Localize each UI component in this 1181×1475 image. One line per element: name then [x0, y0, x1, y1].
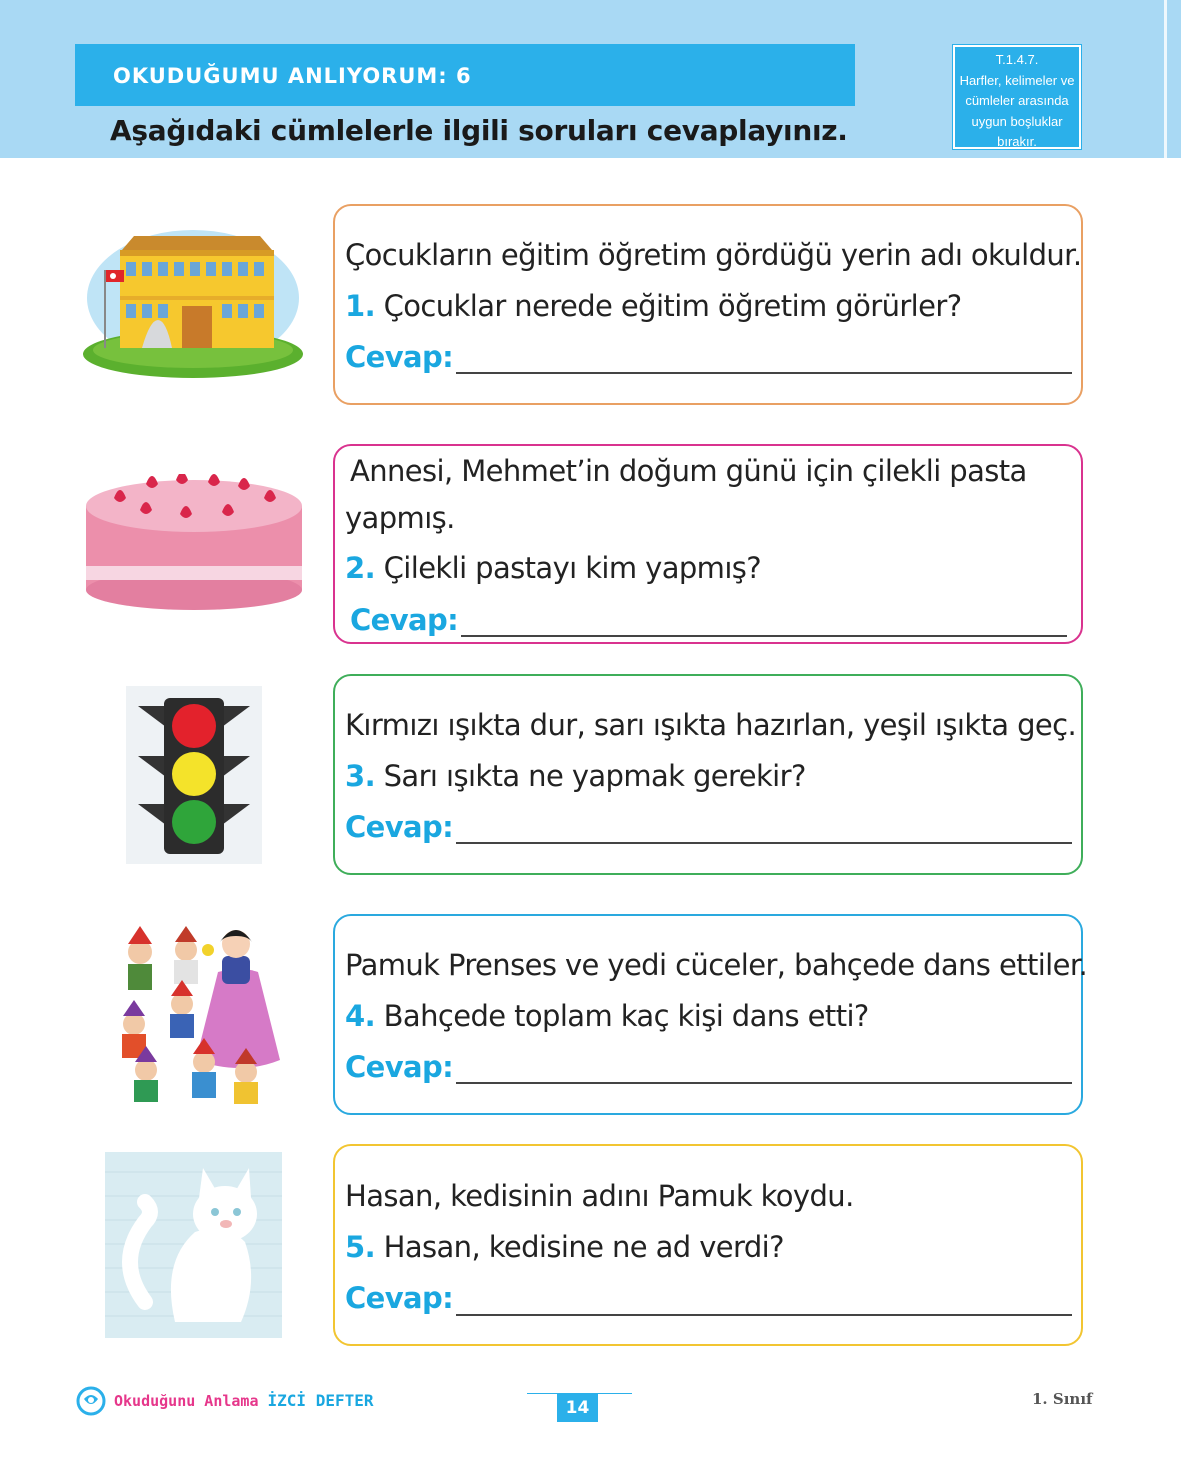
answer-label: Cevap: [345, 1050, 454, 1084]
question-label: Hasan, kedisine ne ad verdi? [383, 1230, 784, 1264]
answer-label: Cevap: [345, 810, 454, 844]
objective-line: cümleler arasında [965, 93, 1069, 108]
page-number: 14 [557, 1394, 598, 1422]
answer-label: Cevap: [345, 340, 454, 374]
answer-row [345, 1050, 453, 1084]
question-label: Çilekli pastayı kim yapmış? [383, 551, 762, 585]
title-bar [75, 44, 855, 106]
question-text [345, 759, 806, 793]
cat-illustration [105, 1152, 282, 1338]
objective-box [953, 45, 1081, 149]
question-text [345, 1230, 784, 1264]
snow-white-illustration [110, 922, 282, 1106]
page-title: OKUDUĞUMU ANLIYORUM: 6 [113, 64, 472, 88]
objective-line: bırakır. [997, 134, 1037, 149]
question-number: 5. [345, 1230, 375, 1264]
brand-prefix: Okuduğunu Anlama [114, 1392, 259, 1410]
objective-line: T.1.4.7. [995, 52, 1039, 67]
answer-field[interactable] [456, 1314, 1072, 1316]
question-card-2 [333, 444, 1083, 644]
school-illustration [82, 228, 304, 380]
answer-label: Cevap: [345, 1281, 454, 1315]
instruction-text: Aşağıdaki cümlelerle ilgili soruları cevaplayınız. [110, 114, 848, 147]
traffic-light-illustration [126, 686, 262, 864]
question-label: Çocuklar nerede eğitim öğretim görürler? [383, 289, 962, 323]
question-card-5 [333, 1144, 1083, 1346]
objective-line: uygun boşluklar [971, 113, 1063, 129]
question-number: 4. [345, 999, 375, 1033]
answer-row [345, 1281, 453, 1315]
question-text [345, 551, 761, 585]
grade-label: 1. Sınıf [1032, 1390, 1093, 1408]
answer-row [345, 810, 453, 844]
question-number: 2. [345, 551, 375, 585]
question-text [345, 289, 962, 323]
answer-row [350, 603, 458, 637]
sentence-text: Pamuk Prenses ve yedi cüceler, bahçede dans ettiler. [345, 948, 1088, 982]
sentence-text: Annesi, Mehmet’in doğum günü için çilekli pasta [350, 454, 1027, 488]
sentence-text: Kırmızı ışıkta dur, sarı ışıkta hazırlan, yeşil ışıkta geç. [345, 708, 1077, 742]
answer-field[interactable] [461, 635, 1067, 637]
sentence-text: yapmış. [345, 501, 455, 535]
objective-line: Harfler, kelimeler ve [959, 72, 1075, 88]
brand-name: İZCİ DEFTER [267, 1391, 374, 1410]
question-label: Sarı ışıkta ne yapmak gerekir? [383, 759, 806, 793]
answer-field[interactable] [456, 842, 1072, 844]
sentence-text: Hasan, kedisinin adını Pamuk koydu. [345, 1179, 854, 1213]
cake-illustration [84, 474, 304, 614]
answer-row [345, 340, 453, 374]
question-card-4 [333, 914, 1088, 1115]
question-label: Bahçede toplam kaç kişi dans etti? [383, 999, 869, 1033]
izci-logo-icon [76, 1386, 106, 1416]
answer-field[interactable] [456, 372, 1072, 374]
question-card-3 [333, 674, 1083, 875]
sentence-text: Çocukların eğitim öğretim gördüğü yerin adı okuldur. [345, 238, 1082, 272]
answer-field[interactable] [456, 1082, 1072, 1084]
question-card-1 [333, 204, 1083, 405]
question-number: 3. [345, 759, 375, 793]
answer-label: Cevap: [350, 603, 459, 637]
question-number: 1. [345, 289, 375, 323]
question-text [345, 999, 869, 1033]
